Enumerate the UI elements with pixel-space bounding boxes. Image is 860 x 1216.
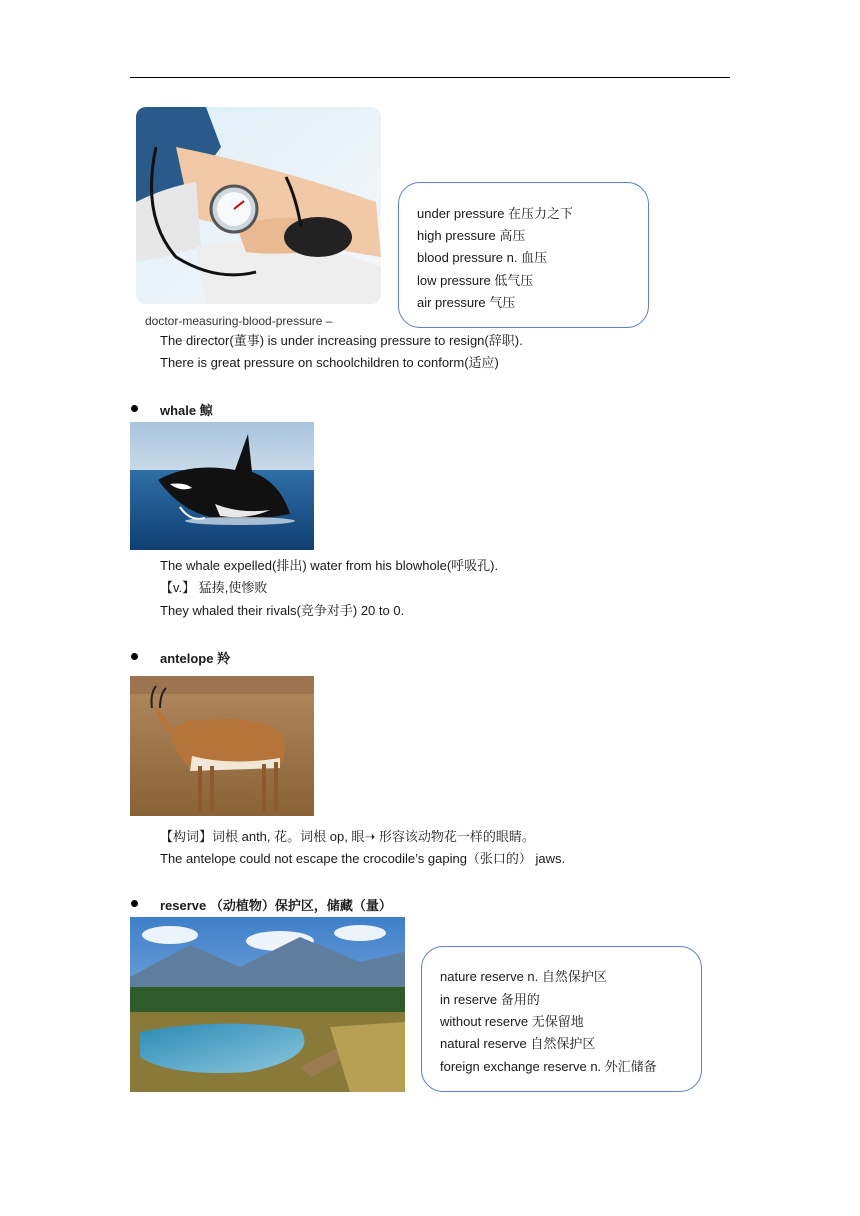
phrase-item: high pressure 高压 [417,228,526,243]
reserve-phrases-callout [421,946,702,1092]
phrase-item: low pressure 低气压 [417,273,534,288]
phrase-item: under pressure 在压力之下 [417,206,574,221]
bullet-icon [131,900,138,907]
example-sentence: The antelope could not escape the crocodile’s gaping（张口的） jaws. [160,851,566,866]
phrase-item: blood pressure n. 血压 [417,250,548,265]
example-sentence: There is great pressure on schoolchildren to conform(适应) [160,355,499,370]
meaning-line: 【v.】 猛揍,使惨败 [160,580,268,595]
phrase-item: natural reserve 自然保护区 [440,1036,596,1051]
whale-photo [130,422,314,550]
phrase-item: air pressure 气压 [417,295,516,310]
vocab-heading-antelope: antelope 羚 [160,651,231,666]
blood-pressure-photo [136,107,381,304]
vocab-heading-whale: whale 鲸 [160,403,213,418]
example-sentence: The whale expelled(排出) water from his blowhole(呼吸孔). [160,558,499,573]
pressure-phrases-callout [398,182,649,328]
phrase-item: without reserve 无保留地 [440,1014,584,1029]
example-sentence: They whaled their rivals(竞争对手) 20 to 0. [160,603,405,618]
example-sentence: The director(董事) is under increasing pressure to resign(辞职). [160,333,523,348]
phrase-item: foreign exchange reserve n. 外汇储备 [440,1059,657,1074]
header-rule [130,77,730,78]
vocab-heading-reserve: reserve （动植物）保护区，储藏（量） [160,898,392,913]
reserve-landscape-photo [130,917,405,1092]
bullet-icon [131,653,138,660]
phrase-item: in reserve 备用的 [440,992,540,1007]
antelope-photo [130,676,314,816]
etymology-line: 【构词】词根 anth, 花。词根 op, 眼➝ 形容该动物花一样的眼睛。 [160,829,535,844]
phrase-item: nature reserve n. 自然保护区 [440,969,607,984]
bullet-icon [131,405,138,412]
photo-caption: doctor-measuring-blood-pressure – [145,314,333,328]
